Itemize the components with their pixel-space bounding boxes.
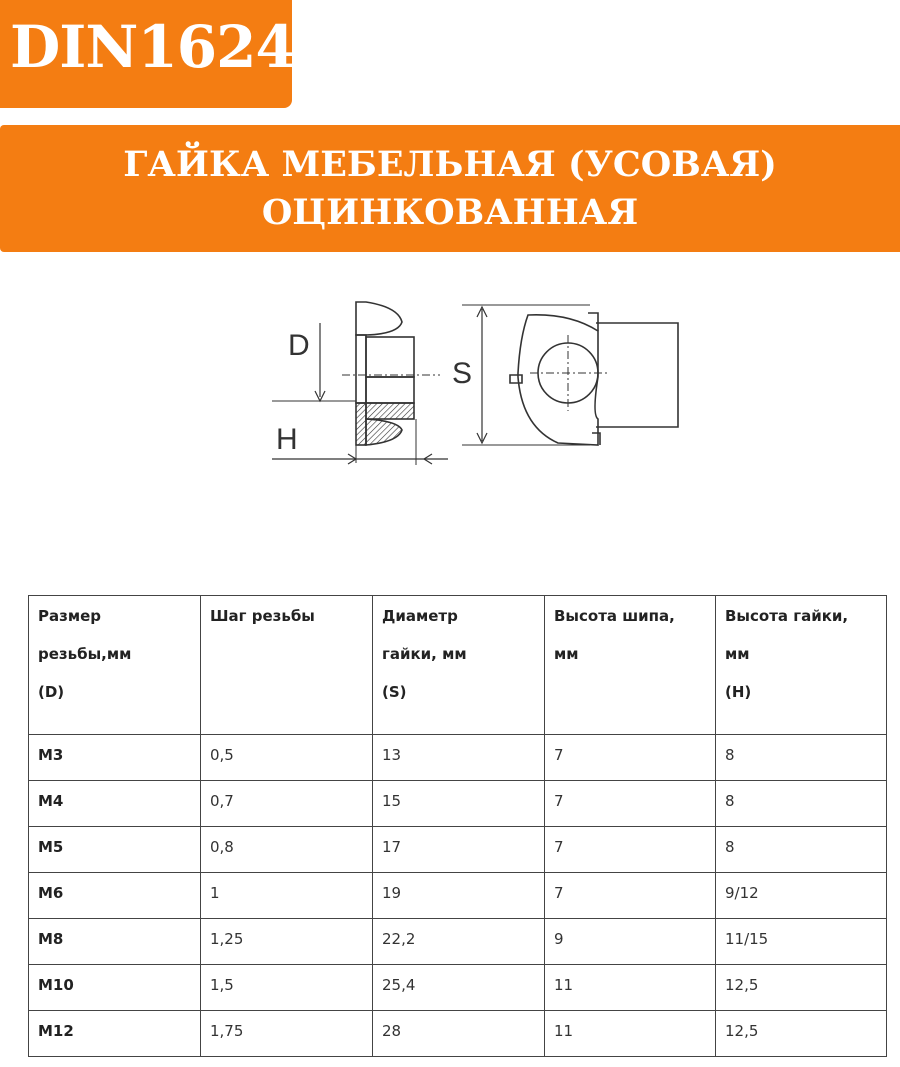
side-view: [272, 302, 448, 465]
cell-nut-height: 8: [716, 827, 887, 873]
cell-spike-height: 9: [545, 919, 716, 965]
cell-pitch: 1,75: [201, 1011, 373, 1057]
header-text: Высота гайки,: [725, 607, 849, 625]
header-spike-height: [545, 596, 716, 735]
cell-diameter: 17: [373, 827, 545, 873]
header-text: Размер: [38, 607, 102, 625]
table-row: [29, 1011, 887, 1057]
title-line-1: ГАЙКА МЕБЕЛЬНАЯ (УСОВАЯ): [123, 143, 777, 185]
cell-spike-height: 7: [545, 873, 716, 919]
cell-nut-height: 12,5: [716, 1011, 887, 1057]
cell-diameter: 28: [373, 1011, 545, 1057]
cell-size: M12: [29, 1011, 201, 1057]
header-text: резьбы,мм: [38, 645, 132, 663]
header-nut-height: [716, 596, 887, 735]
cell-diameter: 19: [373, 873, 545, 919]
cell-size: M6: [29, 873, 201, 919]
cell-spike-height: 11: [545, 1011, 716, 1057]
cell-pitch: 0,5: [201, 735, 373, 781]
header-text: (H): [725, 683, 752, 701]
header-text: гайки, мм: [382, 645, 467, 663]
table-header-row: [29, 596, 887, 735]
header-text: Шаг резьбы: [210, 607, 315, 625]
top-view: [462, 305, 678, 445]
cell-nut-height: 9/12: [716, 873, 887, 919]
cell-nut-height: 8: [716, 735, 887, 781]
cell-spike-height: 11: [545, 965, 716, 1011]
cell-spike-height: 7: [545, 781, 716, 827]
table-row: [29, 735, 887, 781]
cell-pitch: 1: [201, 873, 373, 919]
standard-code: DIN1624: [10, 13, 295, 81]
header-text: Высота шипа,: [554, 607, 675, 625]
header-text: мм: [554, 645, 579, 663]
cell-spike-height: 7: [545, 827, 716, 873]
cell-pitch: 1,25: [201, 919, 373, 965]
cell-pitch: 0,8: [201, 827, 373, 873]
label-d: D: [288, 329, 310, 362]
table-row: [29, 781, 887, 827]
title-line-2: ОЦИНКОВАННАЯ: [261, 191, 639, 233]
header-text: (S): [382, 683, 407, 701]
header-text: мм: [725, 645, 750, 663]
cell-diameter: 22,2: [373, 919, 545, 965]
cell-pitch: 0,7: [201, 781, 373, 827]
cell-diameter: 25,4: [373, 965, 545, 1011]
spec-table: [28, 595, 887, 1057]
cell-size: M10: [29, 965, 201, 1011]
standard-badge: [0, 0, 295, 108]
cell-nut-height: 8: [716, 781, 887, 827]
cell-size: M5: [29, 827, 201, 873]
header-text: (D): [38, 683, 65, 701]
cell-size: M4: [29, 781, 201, 827]
header-nut-diameter: [373, 596, 545, 735]
cell-diameter: 15: [373, 781, 545, 827]
title-banner: [0, 125, 900, 252]
header-text: Диаметр: [382, 607, 458, 625]
cell-diameter: 13: [373, 735, 545, 781]
nut-technical-drawing: [270, 295, 690, 470]
table-row: [29, 965, 887, 1011]
label-h: H: [276, 423, 298, 456]
header-thread-pitch: [201, 596, 373, 735]
table-row: [29, 827, 887, 873]
label-s: S: [452, 357, 473, 390]
cell-size: M8: [29, 919, 201, 965]
cell-size: M3: [29, 735, 201, 781]
cell-pitch: 1,5: [201, 965, 373, 1011]
cell-spike-height: 7: [545, 735, 716, 781]
header-thread-size: [29, 596, 201, 735]
table-row: [29, 919, 887, 965]
cell-nut-height: 11/15: [716, 919, 887, 965]
cell-nut-height: 12,5: [716, 965, 887, 1011]
table-row: [29, 873, 887, 919]
